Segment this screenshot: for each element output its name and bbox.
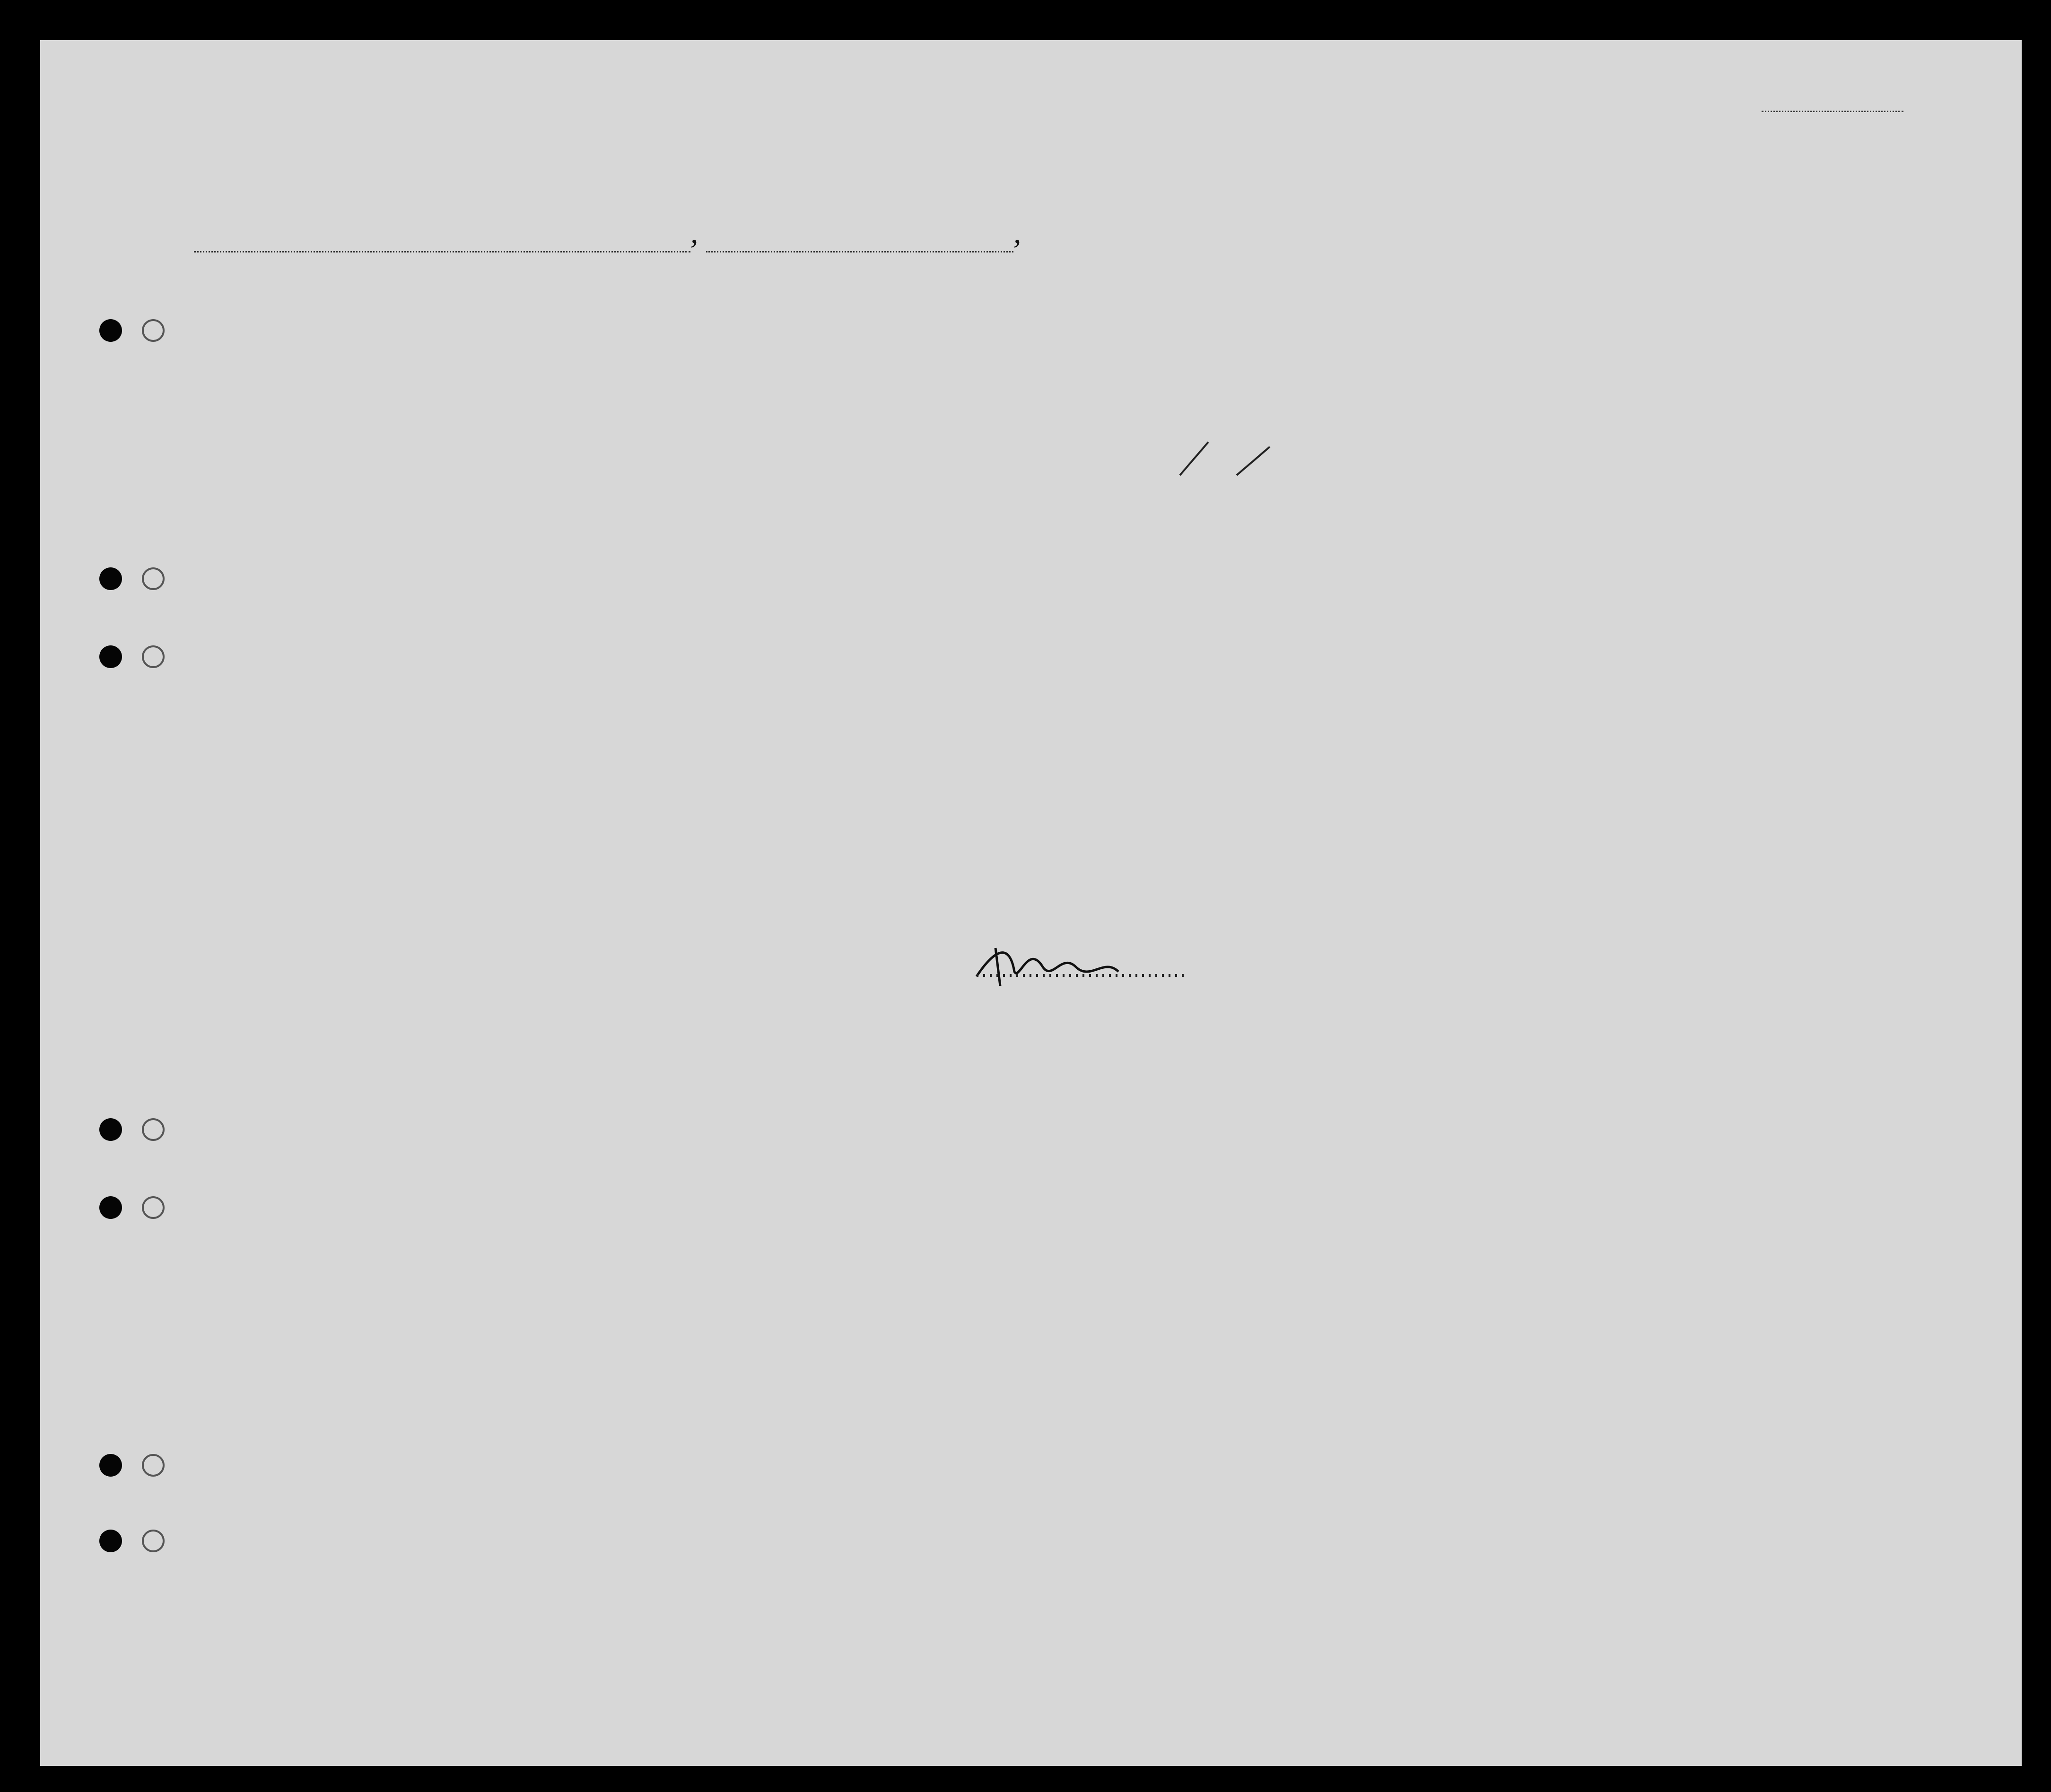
header-purpose — [1251, 350, 1355, 374]
header-prison — [1356, 343, 1398, 475]
header-passage-note — [716, 414, 802, 470]
header-state — [565, 440, 608, 450]
header-fifty-dollars — [804, 343, 823, 470]
header-inches — [1718, 423, 1737, 475]
header-year-period — [866, 426, 918, 463]
header-purpose-citizen — [1324, 374, 1354, 473]
header-passage-paid — [716, 371, 802, 409]
header-final-destination-note — [530, 362, 672, 372]
header-q31 — [1559, 343, 1581, 475]
arrival-line: , , — [194, 215, 1021, 252]
header-feet — [1698, 437, 1717, 475]
header-usa-territories — [565, 388, 672, 416]
header-no-on-list — [199, 343, 244, 437]
header-join-relative — [1024, 383, 1232, 440]
header-ticket — [695, 343, 714, 466]
manifest-sheet — [40, 40, 2022, 1766]
header-final-destination — [530, 348, 672, 361]
header-color-of — [1773, 365, 1854, 378]
master-signature — [967, 939, 1204, 991]
header-city-or-town — [608, 440, 672, 450]
header-date-departure — [970, 418, 1011, 466]
header-purpose-length — [1294, 374, 1323, 473]
header-marks — [1861, 402, 2003, 414]
header-relative-address — [286, 371, 527, 433]
header-q30 — [1536, 343, 1558, 475]
header-deformed — [1636, 371, 1707, 456]
header-if-yes — [865, 394, 1012, 405]
header-eyes — [1814, 432, 1854, 444]
header-anarchist — [1424, 343, 1447, 475]
header-where — [920, 435, 969, 446]
header-q29 — [1502, 343, 1536, 475]
check-marks — [1170, 437, 1279, 480]
header-last-residence — [839, 375, 1014, 384]
header-ever-before — [839, 348, 1014, 374]
header-height — [1695, 365, 1780, 377]
header-yes-or-no — [836, 414, 865, 447]
header-foreign-country — [530, 388, 562, 459]
ruled-grid — [40, 40, 2022, 1766]
header-hair — [1773, 432, 1814, 444]
header-q28 — [1449, 343, 1501, 475]
header-complexion — [1738, 400, 1771, 428]
header-polygamist — [1400, 343, 1423, 475]
header-health — [1583, 371, 1635, 456]
